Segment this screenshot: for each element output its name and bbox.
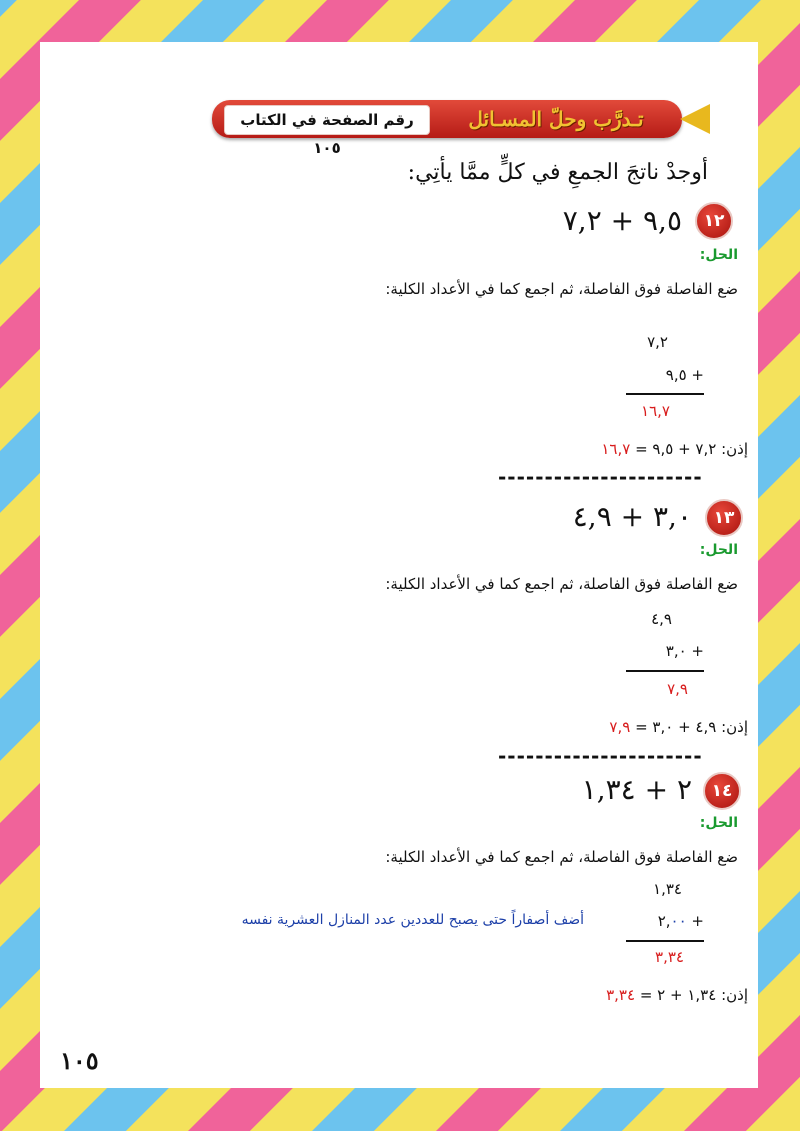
therefore-label: إذن: [721,718,748,736]
bottom-operand [574,912,704,930]
bottom-operand: + ٩,٥ [665,366,704,384]
sum-result: ١٦,٧ [641,402,670,420]
header-banner [212,100,710,157]
conclusion-expression: ١,٣٤ + ٢ = [639,986,717,1004]
added-zeros: ٠٠ [670,912,687,930]
problem-expression: ٢ + ١,٣٤ [581,773,692,806]
section-title: تـدرَّب وحلّ المسـائل [468,107,644,131]
therefore-label: إذن: [721,440,748,458]
operand-digits: + ٢, [657,912,704,930]
sum-result: ٣,٣٤ [655,948,684,966]
conclusion-line [606,986,748,1004]
problem-expression: ٣,٠ + ٤,٩ [572,500,692,533]
separator-line: ---------------------- [498,465,703,489]
method-text: ضع الفاصلة فوق الفاصلة، ثم اجمع كما في الأعداد الكلية: [385,848,738,866]
worksheet-page [40,42,758,1088]
conclusion-expression: ٤,٩ + ٣,٠ = [635,718,717,736]
conclusion-result: ٣,٣٤ [606,986,636,1004]
conclusion-result: ٧,٩ [609,718,631,736]
top-operand: ٤,٩ [651,610,672,628]
separator-line: ---------------------- [498,744,703,768]
solution-label: الحل: [699,542,738,558]
conclusion-result: ١٦,٧ [601,440,631,458]
page-number: ١٠٥ [60,1046,99,1075]
book-page-reference: رقم الصفحة في الكتاب ١٠٥ [224,105,430,135]
padding-note: أضف أصفاراً حتى يصبح للعددين عدد المنازل العشرية نفسه [241,912,584,928]
problem-number-badge: ١٢ [695,202,733,240]
conclusion-line [601,440,748,458]
bottom-operand: + ٣,٠ [665,642,704,660]
sum-line [626,940,704,942]
therefore-label: إذن: [721,986,748,1004]
method-text: ضع الفاصلة فوق الفاصلة، ثم اجمع كما في الأعداد الكلية: [385,575,738,593]
conclusion-line [609,718,748,736]
problem-number-badge: ١٣ [705,499,743,537]
solution-label: الحل: [699,247,738,263]
sum-line [626,393,704,395]
method-text: ضع الفاصلة فوق الفاصلة، ثم اجمع كما في الأعداد الكلية: [385,280,738,298]
sum-result: ٧,٩ [667,680,688,698]
banner-arrow-icon [680,104,710,134]
conclusion-expression: ٧,٢ + ٩,٥ = [635,440,717,458]
sum-line [626,670,704,672]
problem-number-badge: ١٤ [703,772,741,810]
solution-label: الحل: [699,815,738,831]
instruction-text: أوجدْ ناتجَ الجمعِ في كلٍّ ممَّا يأتِي: [407,160,708,185]
top-operand: ٧,٢ [647,333,668,351]
problem-expression: ٩,٥ + ٧,٢ [562,204,682,237]
top-operand: ١,٣٤ [653,880,682,898]
